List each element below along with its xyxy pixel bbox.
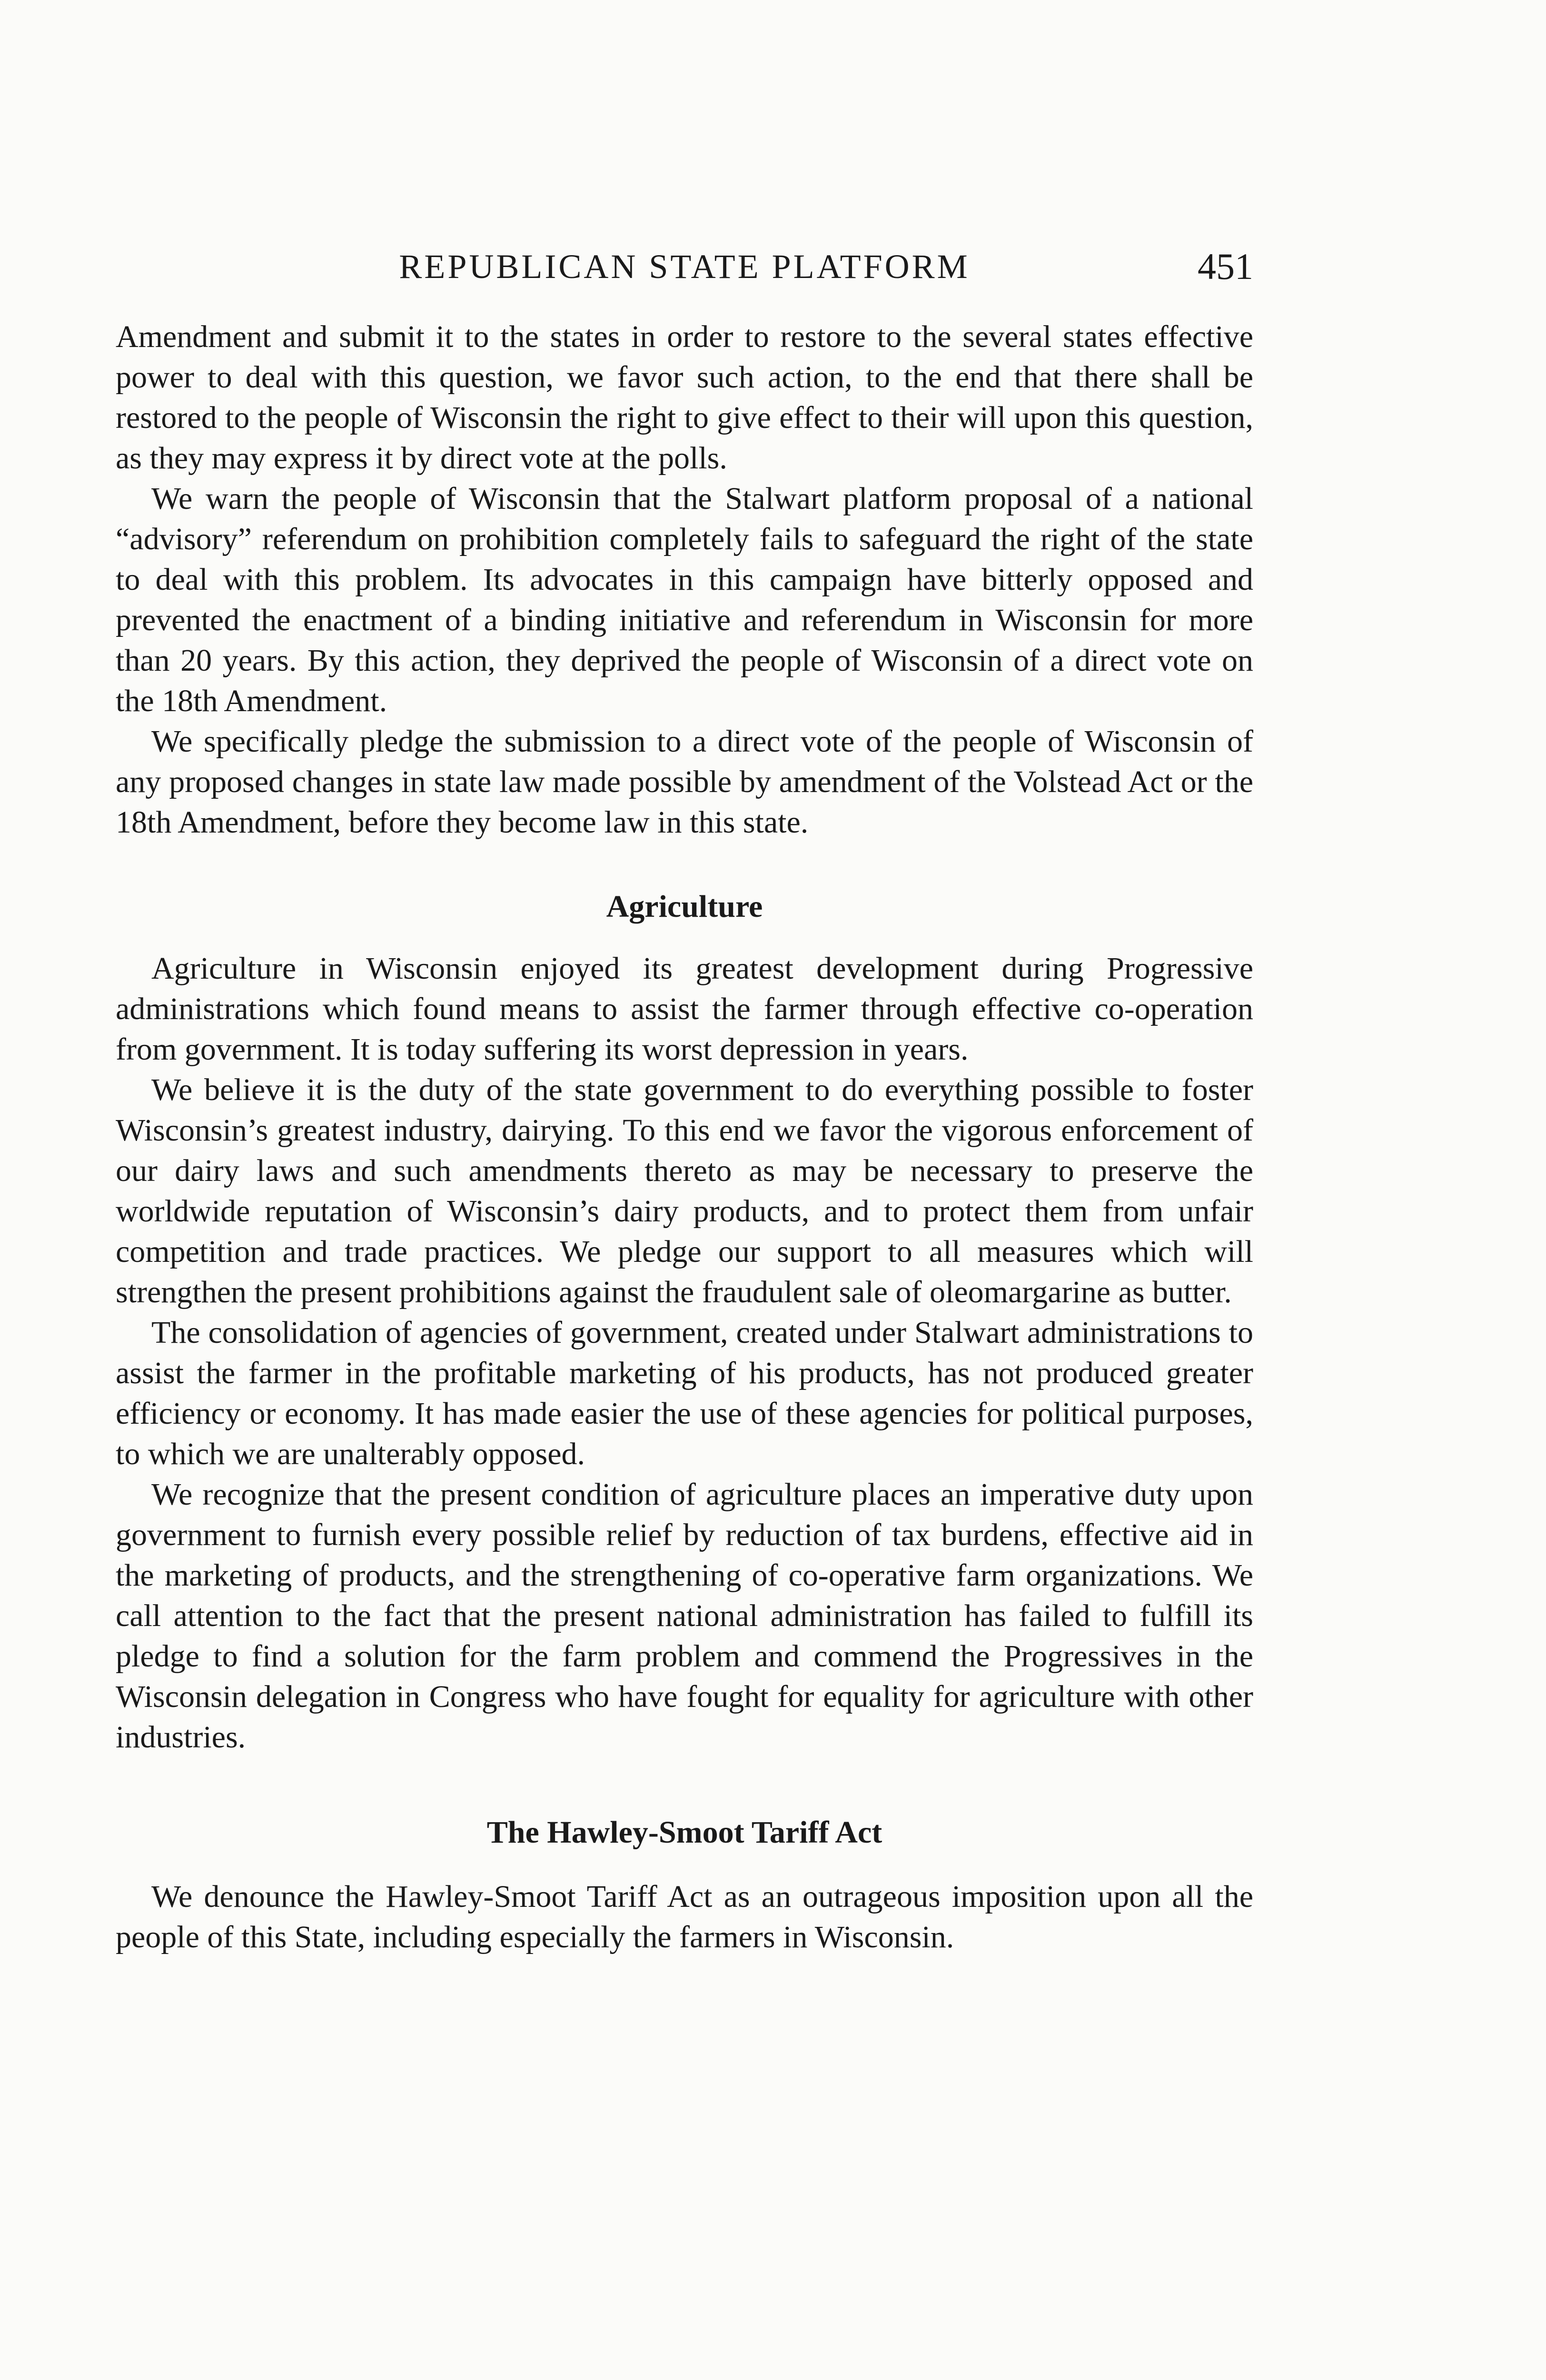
- paragraph-agriculture-development: Agriculture in Wisconsin enjoyed its greatest development during Progressive administrations which found means to assist the farmer through effective co-operation from government. It is today suffering its worst depression in years.: [116, 951, 1253, 1067]
- running-head: [116, 240, 1253, 293]
- paragraph-tariff-denunciation: We denounce the Hawley-Smoot Tariff Act as an outrageous imposition upon all the people of this State, including especially the farmers in Wisconsin.: [116, 1879, 1253, 1954]
- paragraph-dairy-industry: We believe it is the duty of the state government to do everything possible to foster Wisconsin’s greatest industry, dairying. To this end we favor the vigorous enforcement of our dairy laws and such amendments thereto as may be necessary to preserve the worldwide reputation of Wisconsin’s dairy products, and to protect them from unfair competition and trade practices. We pledge our support to all measures which will strengthen the present prohibitions against the fraudulent sale of oleomargarine as butter.: [116, 1072, 1253, 1309]
- running-title: REPUBLICAN STATE PLATFORM: [399, 248, 970, 286]
- paragraph-direct-vote-pledge: We specifically pledge the submission to a direct vote of the people of Wisconsin of any proposed changes in state law made possible by amendment of the Volstead Act or the 18th Amendment, before they become law in this state.: [116, 724, 1253, 840]
- paragraph-continued: Amendment and submit it to the states in order to restore to the several states effective power to deal with this question, we favor such action, to the end that there shall be restored to the people of Wisconsin the right to give effect to their will upon this question, as they may express it by direct vote at the polls.: [116, 319, 1253, 476]
- paragraph-agency-consolidation: The consolidation of agencies of government, created under Stalwart administrations to assist the farmer in the profitable marketing of his products, has not produced greater efficiency or economy. It has made easier the use of these agencies for political purposes, to which we are unalterably opposed.: [116, 1315, 1253, 1471]
- section-heading-agriculture: Agriculture: [606, 889, 763, 924]
- text-column: [116, 240, 1253, 1957]
- page-number: 451: [1198, 246, 1253, 287]
- paragraph-stalwart-warning: We warn the people of Wisconsin that the Stalwart platform proposal of a national “advisory” referendum on prohibition completely fails to safeguard the right of the state to deal with this problem. Its advocates in this campaign have bitterly opposed and prevented the enactment of a binding initiative and referendum in Wisconsin for more than 20 years. By this action, they deprived the people of Wisconsin of a direct vote on the 18th Amendment.: [116, 481, 1253, 718]
- section-heading-tariff-act: The Hawley-Smoot Tariff Act: [486, 1815, 882, 1850]
- paragraph-farm-relief: We recognize that the present condition of agriculture places an imperative duty upon government to furnish every possible relief by reduction of tax burdens, effective aid in the marketing of products, and the strengthening of co-operative farm organizations. We call attention to the fact that the present national administration has failed to fulfill its pledge to find a solution for the farm problem and commend the Progressives in the Wisconsin delegation in Congress who have fought for equality for agriculture with other industries.: [116, 1477, 1253, 1755]
